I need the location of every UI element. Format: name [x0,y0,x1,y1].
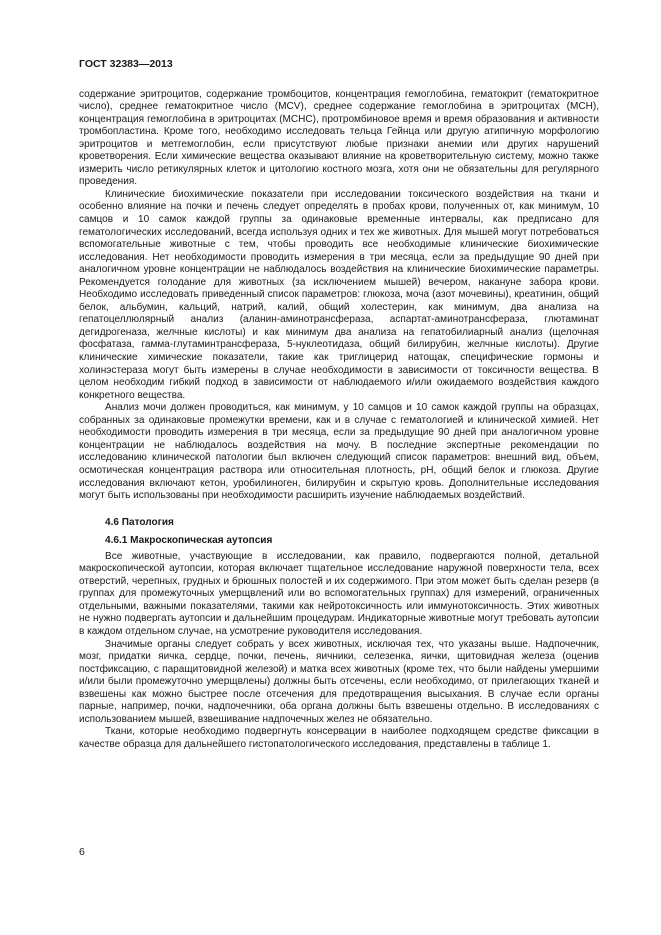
section-heading-pathology: 4.6 Патология [105,516,174,528]
standard-code: ГОСТ 32383—2013 [79,58,173,70]
page-number: 6 [79,846,85,858]
paragraph-urinalysis: Анализ мочи должен проводиться, как минимум, у 10 самцов и 10 самок каждой группы на образцах, собранных за одинаковые промежутки времени, как и в случае с гематологией и клинической химией. Нет необходимости проводить измерения в три месяца, если за предыдущие 90 дней при аналогичном уровне концентрации не наблюдалось воздействия на мочу. В последние экспертные рекомендации по исследованию клинической патологии был включен следующий список параметров: внешний вид, объем, осмотическая концентрация раствора или относительная плотность, pH, общий белок и глюкоза. Другие исследования включают кетон, уробилиноген, билирубин и скрытую кровь. Дополнительные исследования могут быть использованы при необходимости расширить изучение наблюдаемых воздействий. [79,402,599,502]
paragraph-autopsy-overview: Все животные, участвующие в исследовании, как правило, подвергаются полной, детальной макроскопической аутопсии, которая включает тщательное исследование наружной поверхности тела, всех отверстий, черепных, грудных и брюшных полостей и их содержимого. При этом может быть сделан резерв (в группах для промежуточных умерщвлений или во вспомогательных группах) для измерений, ограниченных отдельными, важными показателями, такими как нейротоксичность или иммунотоксичность. Этих животных не нужно подвергать аутопсии и дальнейшим процедурам. Индикаторные животные могут требовать аутопсии в каждом отдельном случае, на усмотрение руководителя исследования. [79,550,599,637]
paragraph-hematology-continued: содержание эритроцитов, содержание тромбоцитов, концентрация гемоглобина, гематокрит (гематокритное число), среднее гематокритное число (MCV), среднее содержание гемоглобина в эритроцитах (МСН), концентрация гемоглобина в эритроцитах (МСНС), протромбиновое время и время образования и активности тромбопластина. Кроме того, необходимо исследовать тельца Гейнца или другую атипичную морфологию эритроцитов и метгемоглобин, если присутствуют любые признаки анемии или других нарушений кроветворения. Если химические вещества оказывают влияние на кроветворительную систему, можно также измерить число ретикулярных клеток и цитологию костного мозга, хотя они не обязательны для регулярного проведения. [79,88,599,188]
paragraph-organ-weights: Значимые органы следует собрать у всех животных, исключая тех, что указаны выше. Надпочечник, мозг, придатки яичка, сердце, почки, печень, яичники, селезенка, яички, щитовидная железа (оценив постфиксацию, с паращитовидной железой) и матка всех животных (кроме тех, что были найдены умершими и/или были промежуточно умерщвлены) должны быть отсечены, если необходимо, от прилегающих тканей и взвешены как можно быстрее после отсечения для предотвращения высыхания. В случае если органы парные, например, почки, надпочечники, оба органа должны быть взвешены отдельно. В исследованиях с использованием мышей, взвешивание надпочечных желез не обязательно. [79,638,599,725]
paragraph-clinical-biochemistry: Клинические биохимические показатели при исследовании токсического воздействия на ткани и особенно влияние на почки и печень следует определять в пробах крови, полученных от, как минимум, 10 самцов и 10 самок каждой группы за одинаковые временные интервалы, как предписано для гематологических исследований, всегда используя одних и тех же животных. Для мышей могут потребоваться вспомогательные животные с тем, чтобы проводить все необходимые клинические биохимические исследования. Нет необходимости проводить измерения в три месяца, если за предыдущие 90 дней при аналогичном уровне концентрации не наблюдалось воздействия на клинические биохимические параметры. Рекомендуется голодание для животных (за исключением мышей) вечером, накануне забора крови. Необходимо исследовать приведенный список параметров: глюкоза, моча (азот мочевины), креатинин, общий белок, альбумин, кальций, натрий, калий, общий холестерин, как минимум, два анализа на гепатоцеллюлярный анализ (аланин-аминотрансфераза, аспартат-аминотрансфераза, глютаминат дегидрогеназа, желчные кислоты) и как минимум два анализа на гепатобилиарный анализ (щелочная фосфатаза, гамма-глутаминтрансфераза, 5-нуклеотидаза, общий билирубин, желчные кислоты). Другие клинические химические показатели, такие как триглицерид натощак, специфические гормоны и холинэстераза могут быть измерены в случае необходимости в зависимости от токсичности вещества. В целом необходим гибкий подход в зависимости от наблюдаемого и/или ожидаемого воздействия каждого конкретного вещества. [79,188,599,401]
subsection-heading-macroscopic-autopsy: 4.6.1 Макроскопическая аутопсия [105,535,273,547]
paragraph-tissue-preservation: Ткани, которые необходимо подвергнуть консервации в наиболее подходящем средстве фиксации в качестве образца для дальнейшего гистопатологического исследования, представлены в таблице 1. [79,726,599,750]
